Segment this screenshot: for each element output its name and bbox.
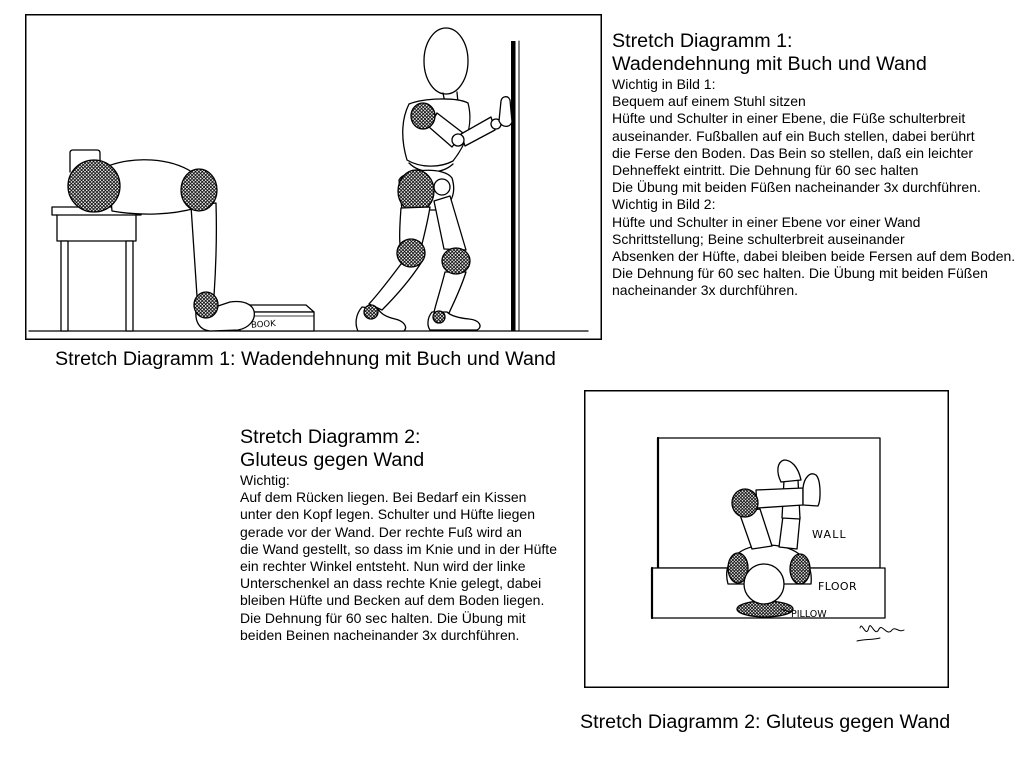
shoulder-joint [411, 103, 435, 129]
diagram1-body-line: Wichtig in Bild 2: [612, 196, 716, 213]
diagram1-description [612, 30, 1015, 300]
hand [499, 97, 512, 127]
hip-joint [398, 170, 434, 212]
right-shoulder-joint [790, 554, 810, 584]
head [424, 28, 468, 94]
diagram1-body-line: Die Dehnung für 60 sec halten. Die Übung mit beiden Füßen [612, 265, 988, 282]
diagram2-caption: Stretch Diagramm 2: Gluteus gegen Wand [580, 711, 951, 733]
diagram1-body-line: auseinander. Fußballen auf ein Buch stellen, dabei berührt [612, 127, 975, 144]
floor-label: FLOOR [818, 580, 858, 593]
pillow-label: PILLOW [791, 609, 827, 620]
diagram2-body-line: beiden Beinen nacheinander 3x durchführen. [240, 626, 520, 643]
diagram2-body-line: Auf dem Rücken liegen. Bei Bedarf ein Kissen [240, 489, 527, 506]
diagram1-body-line: Die Übung mit beiden Füßen nacheinander 3x durchführen. [612, 179, 981, 196]
back-ankle-joint [364, 305, 378, 319]
front-knee-joint [442, 248, 470, 274]
right-thigh [779, 516, 800, 549]
ankle-joint [194, 292, 218, 318]
diagram1-body-line: Schrittstellung; Beine schulterbreit auseinander [612, 230, 905, 247]
diagram1-body-line: nacheinander 3x durchführen. [612, 282, 799, 299]
diagram2-figure [584, 390, 949, 688]
diagram2-body-line: ein rechter Winkel entsteht. Nun wird der linke [240, 558, 526, 575]
diagram2-body-line: Unterschenkel an dass rechte Knie gelegt, dabei [240, 575, 542, 592]
elbow-joint [452, 134, 464, 146]
diagram1-figure [25, 14, 602, 340]
diagram2-body-line: unter den Kopf legen. Schulter und Hüfte liegen [240, 506, 535, 523]
diagram1-body-line: Hüfte und Schulter in einer Ebene, die Füße schulterbreit [612, 110, 966, 127]
diagram1-caption: Stretch Diagramm 1: Wadendehnung mit Buch und Wand [55, 348, 556, 370]
diagram1-body-line: Wichtig in Bild 1: [612, 76, 716, 92]
diagram2-heading-line: Gluteus gegen Wand [240, 449, 425, 471]
crossed-foot [803, 474, 820, 506]
diagram2-description [240, 426, 557, 644]
diagram1-body-line: Hüfte und Schulter in einer Ebene vor einer Wand [612, 213, 921, 230]
diagram2-body-line: Wichtig: [240, 472, 290, 488]
diagram2-heading-line: Stretch Diagramm 2: [240, 426, 421, 448]
diagram1-body-line: Dehneffekt eintritt. Die Dehnung für 60 sec halten [612, 162, 919, 179]
knee-joint [732, 489, 758, 517]
diagram1-body-line: die Ferse den Boden. Das Bein so stellen, daß ein leichter [612, 144, 974, 161]
wall-label: WALL [812, 528, 847, 541]
front-ankle-joint [433, 311, 445, 323]
head [744, 564, 784, 604]
hip-joint [181, 169, 217, 211]
diagram2-body-line: Die Dehnung für 60 sec halten. Die Übung mit [240, 609, 526, 626]
diagram1-body-line: Absenken der Hüfte, dabei bleiben beide Fersen auf dem Boden. [612, 248, 1016, 265]
horizontal-shin [756, 488, 803, 508]
diagram2-body-line: die Wand gestellt, so dass im Knie und in der Hüfte [240, 540, 557, 557]
hip-joint-right [434, 179, 450, 195]
diagram2-body-line: gerade vor der Wand. Der rechte Fuß wird an [240, 523, 522, 540]
diagram1-heading-line: Stretch Diagramm 1: [612, 30, 793, 52]
diagram2-body-line: bleiben Hüfte und Becken auf dem Boden liegen. [240, 592, 545, 609]
diagram1-heading-line: Wadendehnung mit Buch und Wand [612, 53, 927, 75]
shoulder-joint [68, 160, 120, 212]
back-knee-joint [397, 239, 425, 267]
diagram1-body-line: Bequem auf einem Stuhl sitzen [612, 93, 806, 110]
book-label: BOOK [250, 319, 277, 331]
